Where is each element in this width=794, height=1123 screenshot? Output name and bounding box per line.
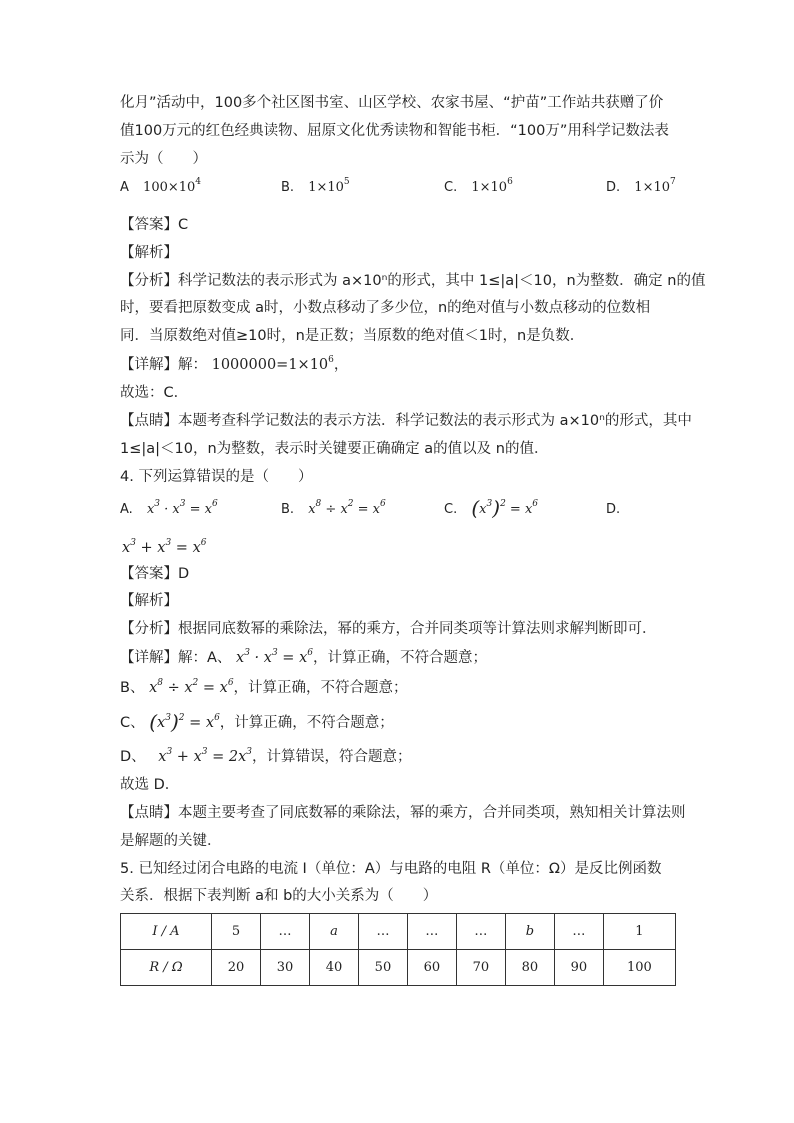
q4-dianjing-line-2: 是解题的关键． [120,833,222,849]
option-letter: C. [444,180,458,195]
q4-option-d-formula: $x^3 + x^3 = x^6$ [122,538,207,556]
detail-formula-d: $x^3 + x^3 = 2x^3$ [158,747,252,765]
q3-option-a [120,178,201,198]
detail-label: C、 [120,715,145,731]
option-formula-c: $(x^3)^2 = x^6$ [471,496,539,520]
q4-detail-d [120,747,412,767]
table-cell: 70 [456,950,505,986]
q3-text-line-3: 示为（ ） [120,151,207,167]
q5-text-line-1: 5. 已知经过闭合电路的电流 I（单位：A）与电路的电阻 R（单位：Ω）是反比例函数 [120,861,662,877]
q3-text-line-1: 化月”活动中，100多个社区图书室、山区学校、农家书屋、“护苗”工作站共获赠了价 [120,95,664,111]
option-exponent: 7 [670,177,676,187]
q4-option-d [606,500,620,520]
q4-fenxi: 【分析】根据同底数幂的乘除法，幂的乘方，合并同类项等计算法则求解判断即可． [120,621,657,637]
detail-label: D、 [120,749,146,765]
q5-data-table [120,913,676,986]
option-letter: B. [281,502,295,517]
option-letter: C. [444,502,458,517]
detail-label: 【详解】解：A、 [120,650,232,666]
q4-option-c [444,498,538,520]
q5-text-line-2: 关系．根据下表判断 a和 b的大小关系为（ ） [120,888,438,904]
q3-text-line-2: 值100万元的红色经典读物、屈原文化优秀读物和智能书柜．“100万”用科学记数法表 [120,123,669,139]
q4-detail-c [120,712,394,733]
table-cell: 90 [554,950,603,986]
table-cell: 60 [407,950,456,986]
q4-answer: 【答案】D [120,566,190,582]
table-cell: … [407,914,456,950]
q3-fenxi-line-1: 【分析】科学记数法的表示形式为 a×10ⁿ的形式，其中 1≤|a|＜10，n为整数．确定 n的值 [120,273,706,289]
table-cell: … [554,914,603,950]
table-cell: 5 [212,914,261,950]
table-cell: 50 [358,950,407,986]
table-cell: … [260,914,309,950]
detail-label: B、 [120,680,145,696]
detail-verdict: ，计算正确，不符合题意； [219,715,394,731]
q3-option-c [444,178,513,198]
option-letter: B. [281,180,295,195]
option-value: 1×10 [471,180,508,195]
table-cell: … [456,914,505,950]
q3-dianjing-line-1: 【点睛】本题考查科学记数法的表示方法．科学记数法的表示形式为 a×10ⁿ的形式，其中 [120,413,692,429]
q3-answer: 【答案】C [120,217,189,233]
q4-analysis-heading: 【解析】 [120,593,178,609]
q4-detail-b [120,678,408,698]
q3-choose: 故选：C． [120,385,189,401]
detail-formula-a: $x^3 \cdot x^3 = x^6$ [236,648,313,666]
detail-label: 【详解】解： [120,357,207,373]
table-row-head: R / Ω [121,950,212,986]
q4-title: 4. 下列运算错误的是（ ） [120,469,313,485]
q4-option-a [120,500,218,520]
q4-detail-a [120,648,487,668]
table-cell: … [358,914,407,950]
option-letter: A. [120,502,133,517]
option-value: 1×10 [308,180,344,195]
q3-option-d [606,178,676,198]
option-letter: A [120,180,129,195]
table-cell: 1 [603,914,675,950]
table-row-current [121,914,676,950]
table-row-resistance [121,950,676,986]
option-value: 100×10 [143,180,196,195]
q4-option-b [281,500,386,520]
table-cell: 40 [309,950,358,986]
q3-option-b [281,178,350,198]
option-letter: D. [606,180,621,195]
option-formula-a: $x^3 \cdot x^3 = x^6$ [146,499,218,517]
detail-verdict: ，计算正确，不符合题意； [312,650,487,666]
option-value: 1×10 [634,180,671,195]
detail-math: 1000000=1×10 [211,357,329,373]
table-cell: b [505,914,554,950]
q3-fenxi-line-2: 时，要看把原数变成 a时，小数点移动了多少位，n的绝对值与小数点移动的位数相 [120,300,651,316]
detail-verdict: ，计算正确，不符合题意； [233,680,408,696]
table-cell: 100 [603,950,675,986]
table-cell: a [309,914,358,950]
q3-analysis-heading: 【解析】 [120,245,178,261]
detail-formula-b: $x^8 \div x^2 = x^6$ [149,678,234,696]
table-cell: 80 [505,950,554,986]
option-exponent: 6 [507,177,513,187]
detail-formula-c: $(x^3)^2 = x^6$ [149,710,220,734]
q4-dianjing-line-1: 【点睛】本题主要考查了同底数幂的乘除法，幂的乘方，合并同类项，熟知相关计算法则 [120,805,686,821]
q3-detail [120,355,348,375]
option-exponent: 4 [195,177,202,187]
q4-choose: 故选 D． [120,777,180,793]
detail-verdict: ，计算错误，符合题意； [252,749,412,765]
option-formula-b: $x^8 \div x^2 = x^6$ [308,499,386,517]
table-cell: 30 [260,950,309,986]
table-cell: 20 [212,950,261,986]
q3-dianjing-line-2: 1≤|a|＜10，n为整数，表示时关键要正确确定 a的值以及 n的值． [120,441,549,457]
detail-exponent: 6 [328,355,334,365]
table-row-head: I / A [121,914,212,950]
option-exponent: 5 [343,177,350,187]
q3-fenxi-line-3: 同．当原数绝对值≥10时，n是正数；当原数的绝对值＜1时，n是负数． [120,328,585,344]
option-letter: D. [606,502,621,517]
detail-comma: ， [333,357,349,373]
